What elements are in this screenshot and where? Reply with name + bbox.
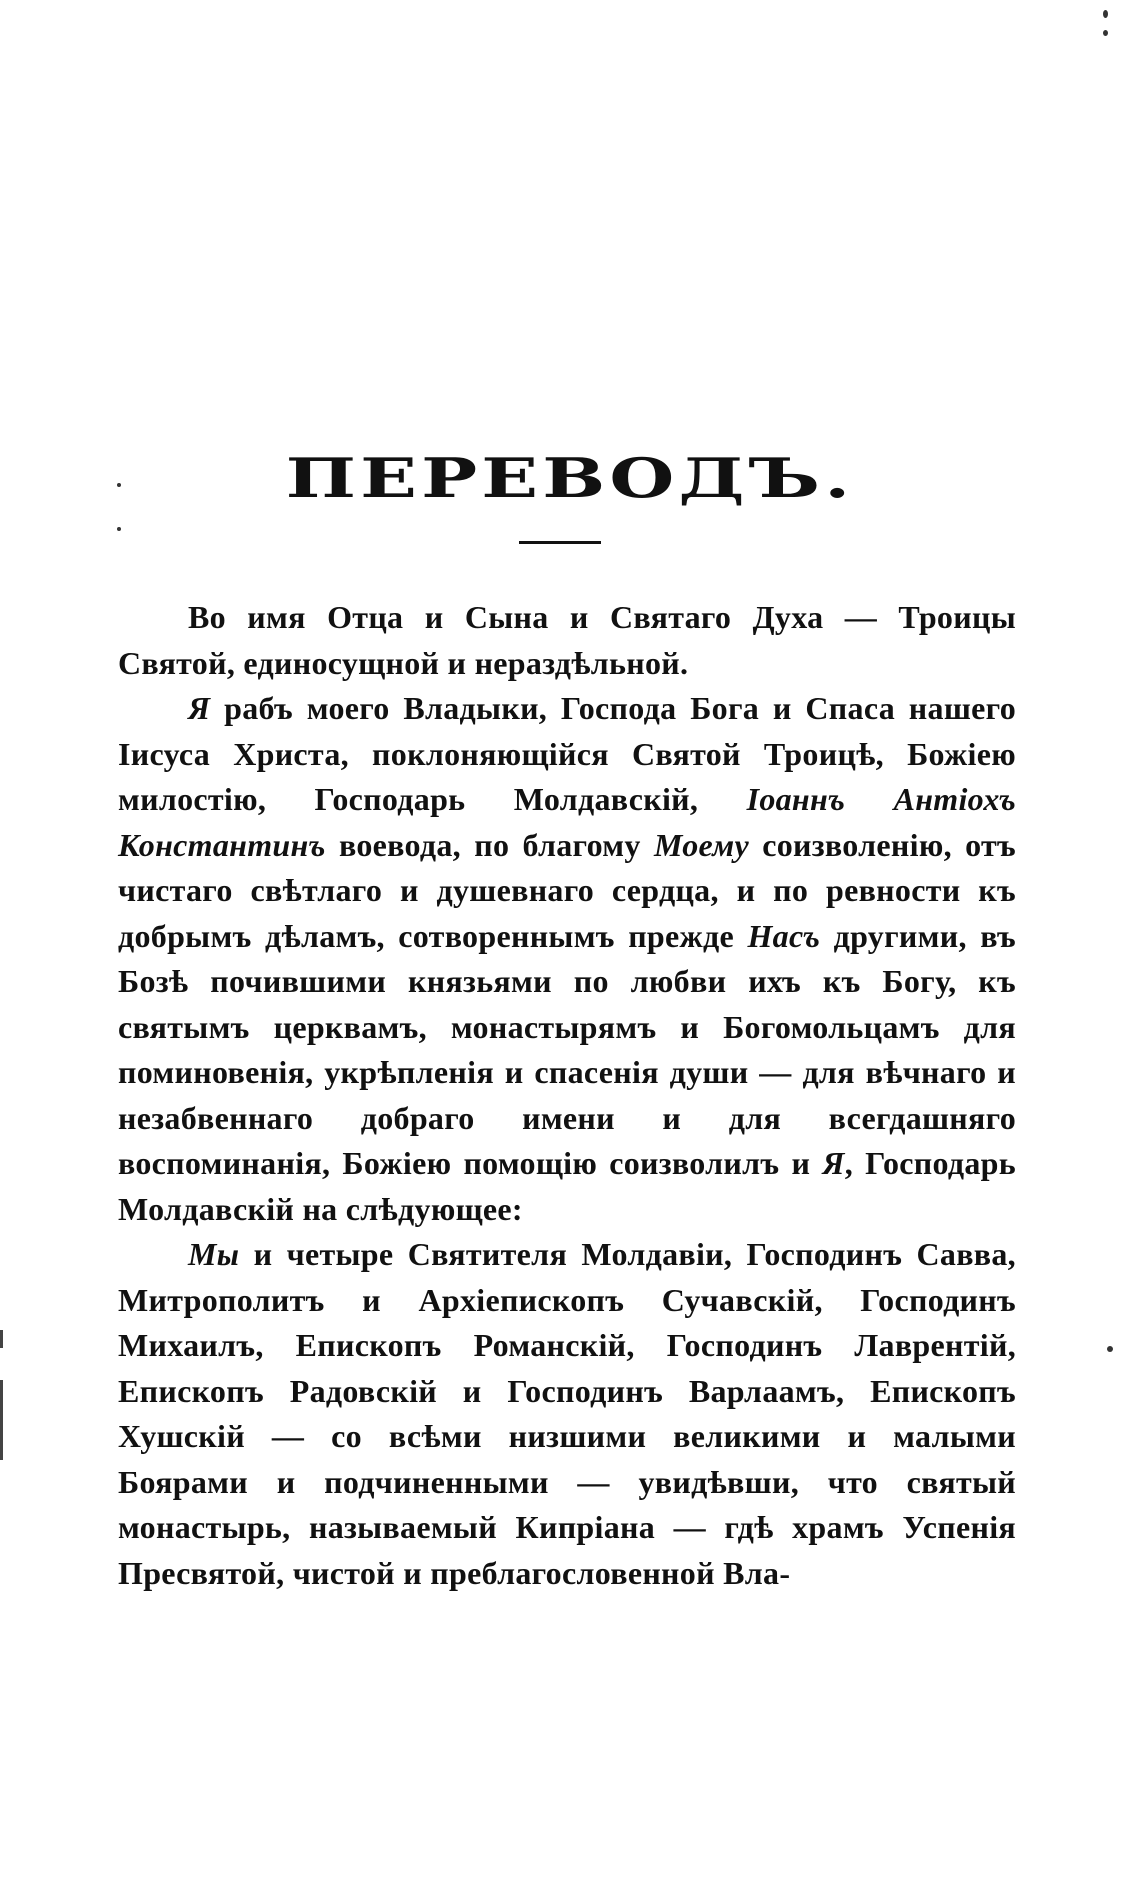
emphasized-text: Я [188, 690, 211, 726]
emphasized-text: Мы [188, 1236, 240, 1272]
emphasized-text: Насъ [747, 917, 821, 954]
paragraph [118, 595, 1016, 686]
emphasized-text: Іоаннъ Антіохъ Константинъ [118, 781, 1017, 863]
text-run: Во имя Отца и Сына и Святаго Духа — Троицы Святой, единосущной и нераздѣльной. [118, 599, 1016, 681]
text-run: воевода, по благому [325, 826, 654, 863]
page-title: ПЕРЕВОДЪ. [285, 446, 855, 510]
text-run: другими, въ Бозѣ почившими князьями по любви ихъ къ Богу, къ святымъ церквамъ, монастырямъ и Богомольцамъ для поминовенія, укрѣпленія и спасенія души — для вѣчнаго и незабвеннаго добраго имени и для всегдашняго воспоминанія, Божіею помощію соизволилъ и [118, 917, 1016, 1181]
scan-speck [1103, 30, 1108, 36]
text-run: и четыре Святителя Молдавіи, Господинъ Савва, Митрополитъ и Архіепископъ Сучавскій, Господинъ Михаилъ, Епископъ Романскій, Господинъ Лаврентій, Епископъ Радовскій и Господинъ Варлаамъ, Епископъ Хушскій — со всѣми низшими великими и малыми Боярами и подчиненными — увидѣвши, что святый монастырь, называемый Кипріана — гдѣ храмъ Успенія Пресвятой, чистой и преблагословенной Вла- [118, 1236, 1016, 1591]
paragraph [118, 686, 1016, 1232]
scan-speck [1107, 1346, 1113, 1352]
scan-speck [1103, 10, 1108, 18]
text-run: , Господарь Молдавскій на слѣдующее: [118, 1145, 1016, 1227]
emphasized-text: Моему [653, 826, 749, 863]
text-run: рабъ моего Владыки, Господа Бога и Спаса нашего Іисуса Христа, поклоняющійся Святой Троицѣ, Божіею милостію, Господарь Молдавскій, [118, 690, 1016, 817]
body-text [118, 595, 1016, 1596]
scan-speck [117, 527, 121, 531]
title-divider [519, 541, 601, 544]
binding-edge-mark [0, 1380, 3, 1460]
binding-edge-mark [0, 1330, 3, 1348]
paragraph [118, 1232, 1016, 1596]
scan-speck [117, 483, 121, 487]
emphasized-text: Я [822, 1145, 845, 1181]
text-run: соизволенію, отъ чистаго свѣтлаго и душевнаго сердца, и по ревности къ добрымъ дѣламъ, сотвореннымъ прежде [118, 826, 1016, 954]
